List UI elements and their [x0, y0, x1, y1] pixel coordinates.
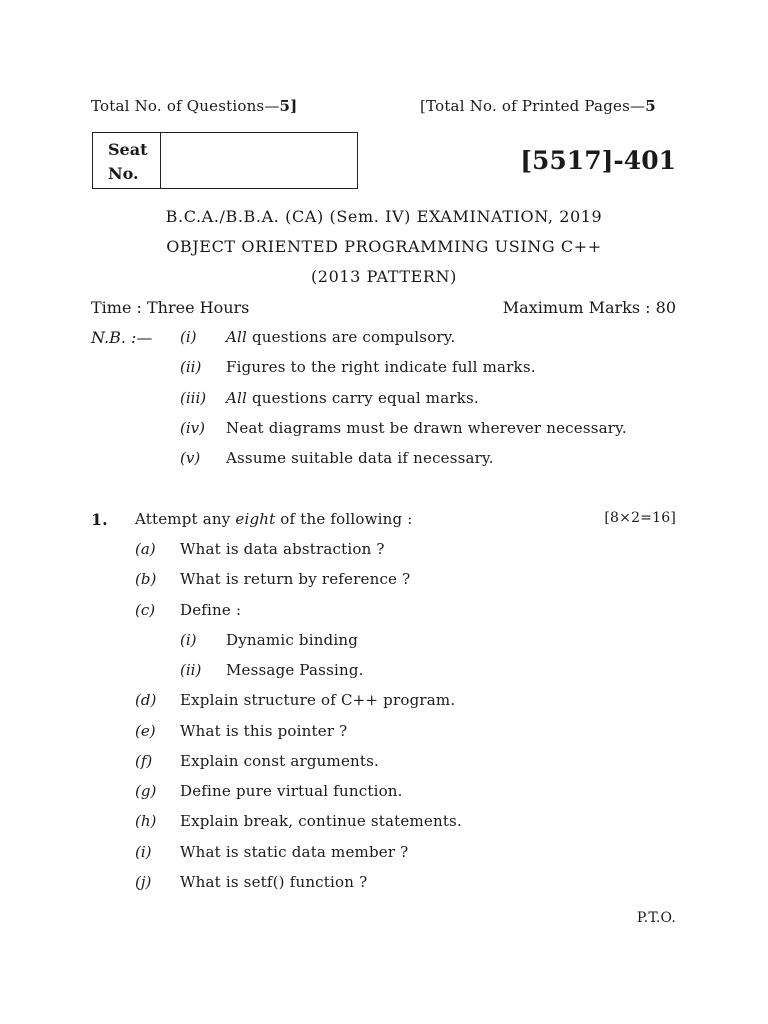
sub-question-text: Explain structure of C++ program.: [180, 691, 456, 709]
sub-question-text: Define pure virtual function.: [180, 782, 403, 800]
sub-question-label: [135, 722, 156, 740]
sub-question-label: [135, 570, 156, 588]
sub-question-text: Define :: [180, 601, 242, 619]
total-questions: [91, 97, 297, 115]
sub-label-text: (d): [135, 691, 157, 709]
pattern-title: (2013 PATTERN): [310, 267, 458, 286]
sub-question-label: [135, 691, 156, 709]
please-turn-over: P.T.O.: [636, 910, 676, 926]
sub-question-text: What is return by reference ?: [180, 570, 411, 588]
sub-question-text: What is setf() function ?: [180, 873, 368, 891]
instruction-body: questions carry equal marks.: [247, 389, 479, 407]
instruction-emphasis: All: [226, 328, 248, 346]
total-pages-count: 5: [645, 97, 656, 115]
question-text-pre: Attempt any: [135, 510, 236, 528]
instruction-body: Neat diagrams must be drawn wherever necessary.: [226, 419, 627, 437]
sub-sub-question-text: Message Passing.: [226, 661, 364, 679]
question-text-emphasis: eight: [235, 510, 276, 528]
sub-label-text: (e): [135, 722, 156, 740]
sub-label-text: (f): [135, 752, 153, 770]
sub-label-text: (b): [135, 570, 157, 588]
instruction-number: (ii): [180, 358, 202, 376]
seat-label-line2: No.: [108, 164, 139, 183]
subject-title: OBJECT ORIENTED PROGRAMMING USING C++: [166, 237, 602, 256]
maximum-marks: Maximum Marks : 80: [502, 298, 676, 317]
seat-number-field[interactable]: [161, 133, 357, 188]
paper-code: [5517]-401: [520, 146, 676, 175]
total-questions-count: 5]: [279, 97, 298, 115]
seat-number-box: [92, 132, 358, 189]
sub-sub-question-label: (i): [180, 631, 197, 649]
sub-question-text: What is this pointer ?: [180, 722, 348, 740]
sub-question-text: Explain break, continue statements.: [180, 812, 462, 830]
seat-number-label: [93, 133, 161, 188]
seat-label-line1: Seat: [108, 140, 148, 159]
question-marks: [8×2=16]: [604, 510, 676, 526]
sub-question-text: Explain const arguments.: [180, 752, 379, 770]
question-text: [135, 510, 413, 528]
sub-question-label: [135, 873, 151, 891]
sub-question-label: [135, 752, 152, 770]
sub-label-text: (h): [135, 812, 157, 830]
sub-label-text: (j): [135, 873, 152, 891]
sub-question-label: [135, 812, 156, 830]
sub-label-text: (c): [135, 601, 156, 619]
instruction-number: (iii): [180, 389, 207, 407]
sub-label-text: (a): [135, 540, 156, 558]
instruction-text: [226, 419, 627, 437]
sub-label-text: (g): [135, 782, 157, 800]
sub-sub-question-label: (ii): [180, 661, 202, 679]
sub-question-label: [135, 843, 152, 861]
instruction-emphasis: All: [226, 389, 248, 407]
nb-label: [91, 328, 152, 347]
instruction-body: Assume suitable data if necessary.: [226, 449, 494, 467]
sub-question-label: [135, 601, 155, 619]
instruction-text: [226, 389, 479, 407]
sub-question-text: What is data abstraction ?: [180, 540, 385, 558]
total-pages-label: [Total No. of Printed Pages—: [420, 97, 646, 115]
sub-label-text: (i): [135, 843, 152, 861]
total-questions-label: Total No. of Questions—: [91, 97, 280, 115]
total-pages: [420, 97, 656, 115]
sub-question-text: What is static data member ?: [180, 843, 409, 861]
exam-duration: Time : Three Hours: [91, 298, 250, 317]
instruction-number: (iv): [180, 419, 205, 437]
sub-question-label: [135, 540, 156, 558]
instruction-text: [226, 449, 494, 467]
instruction-text: [226, 328, 455, 346]
sub-question-label: [135, 782, 156, 800]
instruction-body: Figures to the right indicate full marks.: [226, 358, 536, 376]
instruction-number: (v): [180, 449, 201, 467]
instruction-body: questions are compulsory.: [247, 328, 456, 346]
question-text-post: of the following :: [275, 510, 413, 528]
question-number: 1.: [91, 510, 108, 529]
exam-title: B.C.A./B.B.A. (CA) (Sem. IV) EXAMINATION, 2019: [165, 207, 603, 226]
sub-sub-question-text: Dynamic binding: [226, 631, 359, 649]
instruction-number: (i): [180, 328, 197, 346]
instruction-text: [226, 358, 536, 376]
nb-label-text: N.B. :—: [91, 328, 153, 347]
